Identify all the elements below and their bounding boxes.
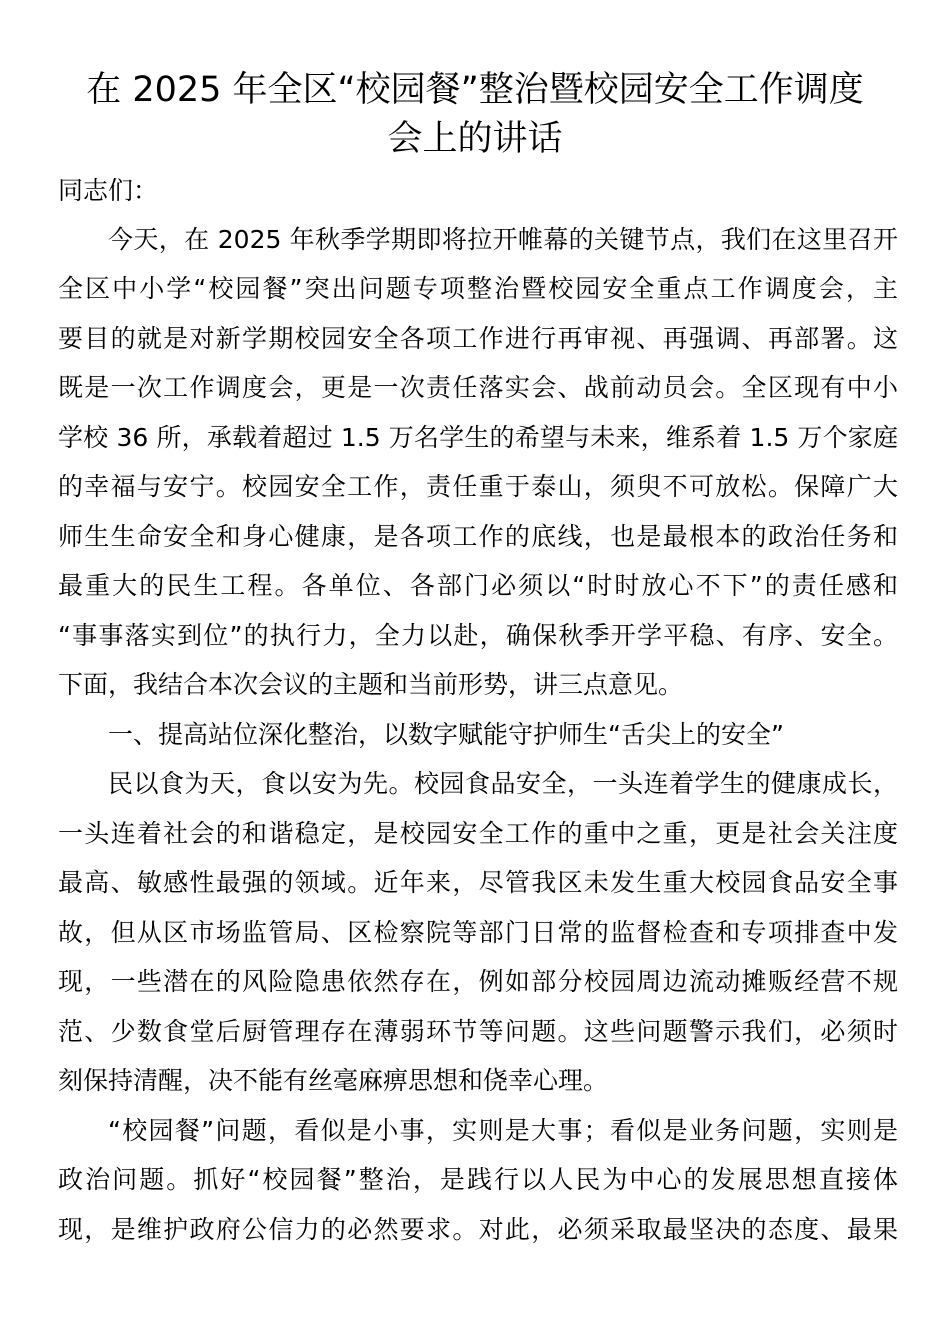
- paragraph-line: 现，一些潜在的风险隐患依然存在，例如部分校园周边流动摊贩经营不规: [58, 967, 898, 996]
- paragraph-line: 最重大的民生工程。各单位、各部门必须以“时时放心不下”的责任感和: [58, 571, 898, 600]
- paragraph-line: 民以食为天，食以安为先。校园食品安全，一头连着学生的健康成长，: [108, 769, 898, 798]
- paragraph-line: 今天，在 2025 年秋季学期即将拉开帷幕的关键节点，我们在这里召开: [108, 225, 898, 254]
- section-heading: 一、提高站位深化整治，以数字赋能守护师生“舌尖上的安全”: [108, 720, 784, 749]
- paragraph-line: 故，但从区市场监管局、区检察院等部门日常的监督检查和专项排查中发: [58, 918, 898, 947]
- paragraph-line: “校园餐”问题，看似是小事，实则是大事；看似是业务问题，实则是: [108, 1116, 898, 1145]
- paragraph-line: 一头连着社会的和谐稳定，是校园安全工作的重中之重，更是社会关注度: [58, 819, 898, 848]
- paragraph-line: 下面，我结合本次会议的主题和当前形势，讲三点意见。: [58, 670, 684, 699]
- paragraph-line: 全区中小学“校园餐”突出问题专项整治暨校园安全重点工作调度会，主: [58, 274, 898, 303]
- paragraph-line: 学校 36 所，承载着超过 1.5 万名学生的希望与未来，维系着 1.5 万个家庭: [58, 423, 898, 452]
- speech-title-line-1: 在 2025 年全区“校园餐”整治暨校园安全工作调度: [86, 70, 864, 110]
- salutation: 同志们：: [58, 176, 159, 205]
- paragraph-line: 范、少数食堂后厨管理存在薄弱环节等问题。这些问题警示我们，必须时: [58, 1017, 898, 1046]
- paragraph-line: 刻保持清醒，决不能有丝毫麻痹思想和侥幸心理。: [58, 1066, 609, 1095]
- paragraph-line: 的幸福与安宁。校园安全工作，责任重于泰山，须臾不可放松。保障广大: [58, 472, 898, 501]
- paragraph-line: 要目的就是对新学期校园安全各项工作进行再审视、再强调、再部署。这: [58, 324, 898, 353]
- paragraph-line: 师生生命安全和身心健康，是各项工作的底线，也是最根本的政治任务和: [58, 522, 898, 551]
- paragraph-line: 政治问题。抓好“校园餐”整治，是践行以人民为中心的发展思想直接体: [58, 1165, 898, 1194]
- paragraph-line: 既是一次工作调度会，更是一次责任落实会、战前动员会。全区现有中小: [58, 373, 898, 402]
- paragraph-line: 最高、敏感性最强的领域。近年来，尽管我区未发生重大校园食品安全事: [58, 868, 898, 897]
- paragraph-line: 现，是维护政府公信力的必然要求。对此，必须采取最坚决的态度、最果: [58, 1215, 898, 1244]
- paragraph-line: “事事落实到位”的执行力，全力以赴，确保秋季开学平稳、有序、安全。: [58, 621, 898, 650]
- speech-title-line-2: 会上的讲话: [387, 119, 563, 159]
